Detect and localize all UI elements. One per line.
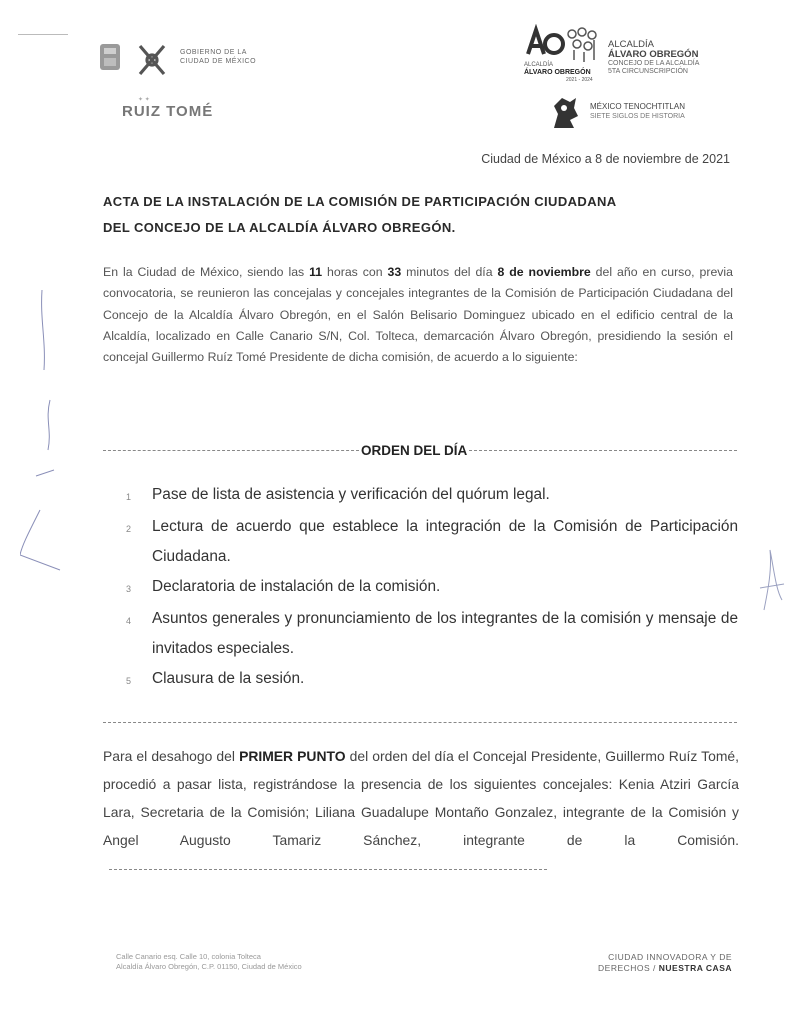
mexico-tenochtitlan-logo [546, 94, 584, 132]
intro-paragraph: En la Ciudad de México, siendo las 11 horas con 33 minutos del día 8 de noviembre del año en curso, previa convocatoria, se reunieron las concejalas y concejales integrantes de la Comisión de Participación Ciudadana del Concejo de la Alcaldía Álvaro Obregón, en el Salón Belisario Dominguez ubicado en el edificio central de la Alcaldía, localizado en Calle Canario S/N, Col. Tolteca, demarcación Álvaro Obregón, presidiendo la sesión el concejal Guillermo Ruíz Tomé Presidente de dicha comisión, de acuerdo a lo siguiente: [103, 265, 733, 365]
agenda-list [126, 480, 738, 696]
svg-text:ÁLVARO OBREGÓN: ÁLVARO OBREGÓN [524, 69, 591, 76]
footer-address: Calle Canario esq. Calle 10, colonia Tolteca Alcaldía Álvaro Obregón, C.P. 01150, Ciudad de México [116, 952, 302, 971]
orden-del-dia-label: ORDEN DEL DÍA [361, 442, 468, 458]
alcaldia-ao-logo [522, 24, 606, 84]
right-margin-signature [756, 540, 796, 620]
dash-left [103, 450, 359, 451]
trailing-dash [109, 869, 547, 870]
agenda-item: 5 Clausura de la sesión. [126, 670, 305, 687]
agenda-item: 4 Asuntos generales y pronunciamiento de los integrantes de la comisión y mensaje de invitados especiales. [126, 610, 738, 657]
document-date: Ciudad de México a 8 de noviembre de 2021 [481, 152, 730, 166]
ruiz-tome-mark: ✦ ✦ [138, 97, 150, 103]
svg-text:ALCALDÍA: ALCALDÍA [524, 62, 554, 68]
section-separator [103, 722, 737, 723]
ruiz-tome-logo: RUIZ TOMÉ [122, 103, 214, 120]
alcaldia-ao-text: ALCALDÍA ÁLVARO OBREGÓN CONCEJO DE LA ALCALDÍA 5TA CIRCUNSCRIPCIÓN [608, 39, 700, 75]
agenda-item: 2 Lectura de acuerdo que establece la integración de la Comisión de Participación Ciudadana. [126, 518, 738, 565]
dash-right [469, 450, 737, 451]
margin-signature [20, 280, 70, 580]
svg-text:2021 - 2024: 2021 - 2024 [566, 77, 593, 83]
footer-slogan: CIUDAD INNOVADORA Y DE DERECHOS / NUESTRA CASA [598, 952, 732, 973]
gobierno-cdmx-text: GOBIERNO DE LA CIUDAD DE MÉXICO [180, 49, 257, 65]
agenda-item: 1 Pase de lista de asistencia y verificación del quórum legal. [126, 486, 550, 503]
agenda-item: 3 Declaratoria de instalación de la comisión. [126, 578, 441, 595]
orden-del-dia-heading [103, 440, 737, 460]
scan-artifact-line [18, 34, 68, 35]
document-title: ACTA DE LA INSTALACIÓN DE LA COMISIÓN DE PARTICIPACIÓN CIUDADANA DEL CONCEJO DE LA ALCALDÍA ÁLVARO OBREGÓN. [103, 194, 617, 235]
primer-punto-paragraph: Para el desahogo del PRIMER PUNTO del orden del día el Concejal Presidente, Guillermo Ruíz Tomé, procedió a pasar lista, registrándose la presencia de los siguientes concejales: Kenia Atziri García Lara, Secretaria de la Comisión; Liliana Guadalupe Montaño Gonzalez, integrante de la Comisión y Angel Augusto Tamariz Sánchez, integrante de la Comisión. [103, 742, 739, 882]
mexico-tenochtitlan-text: MÉXICO TENOCHTITLAN SIETE SIGLOS DE HISTORIA [590, 102, 685, 120]
